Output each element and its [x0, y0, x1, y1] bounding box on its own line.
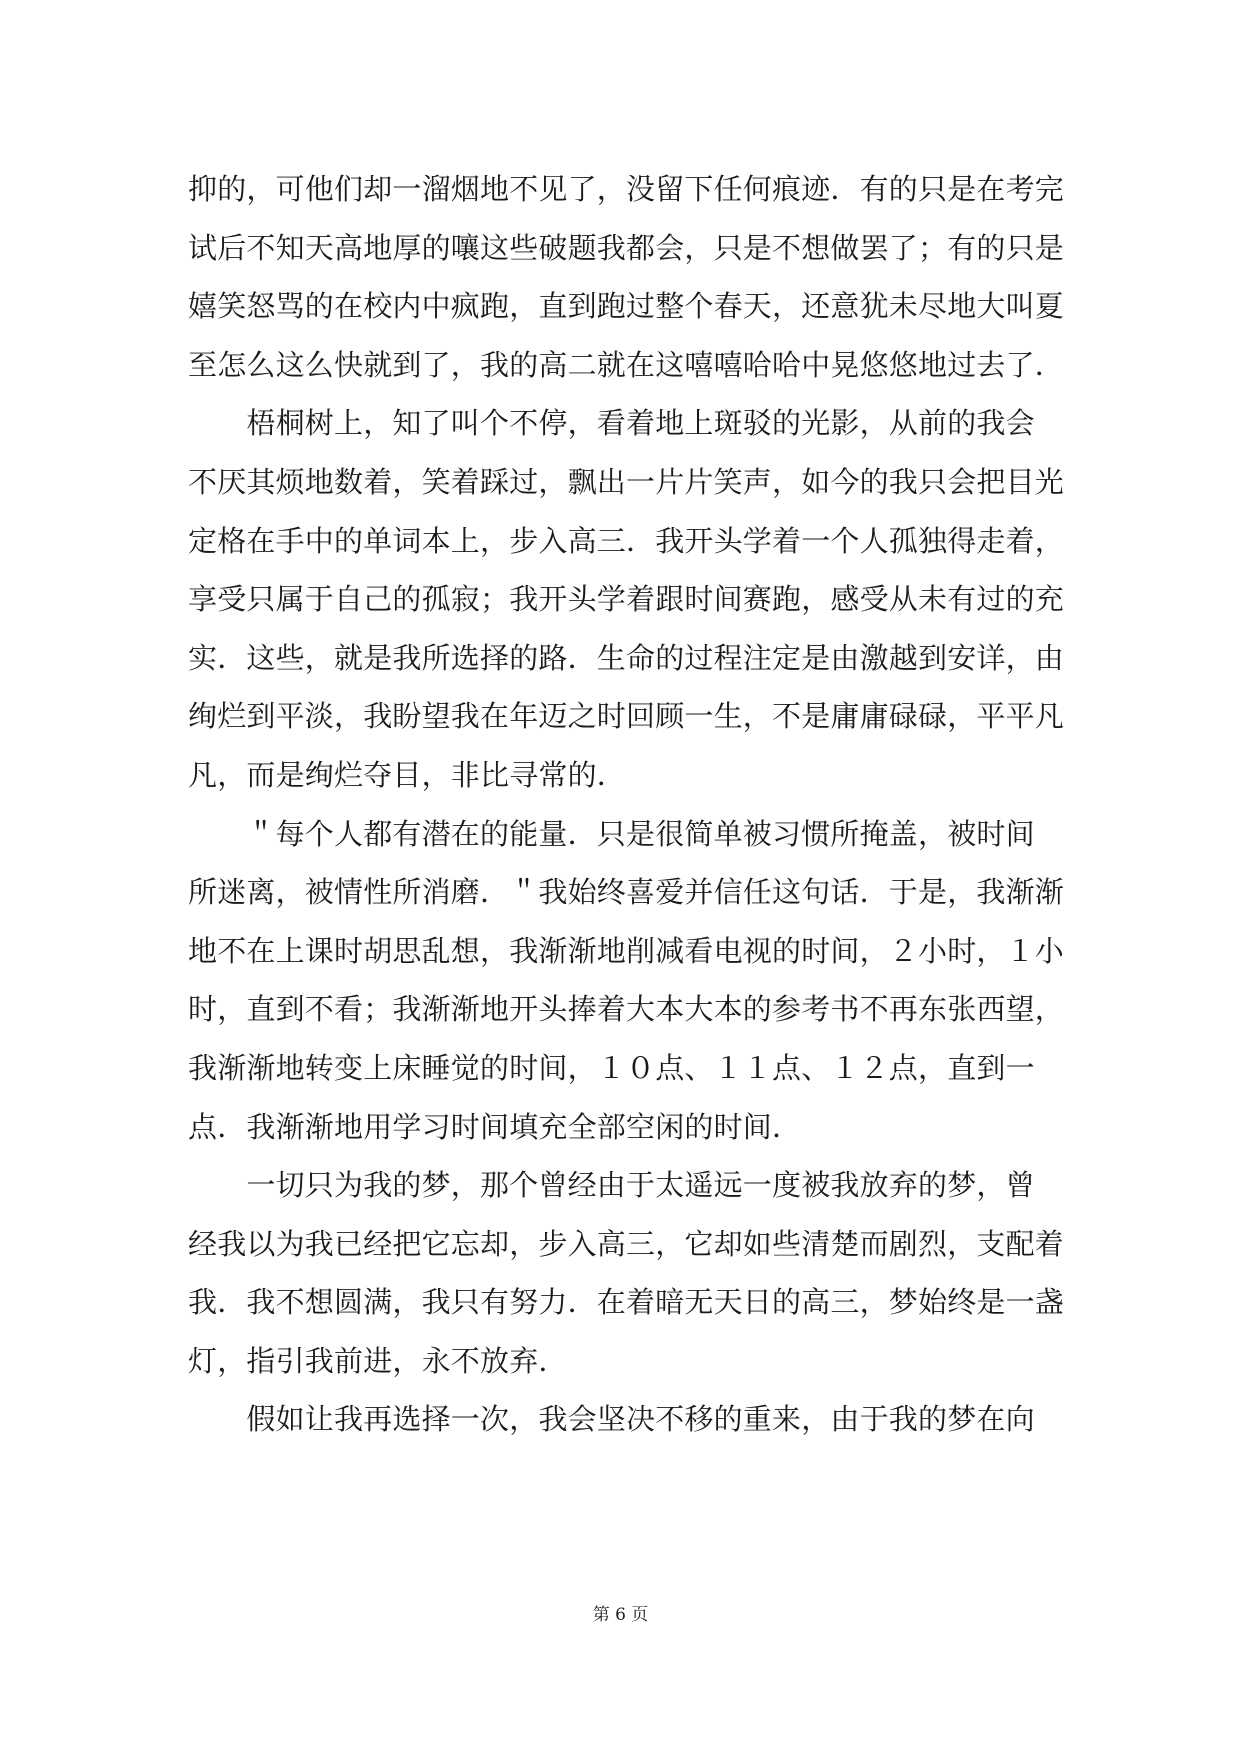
text-line: 地不在上课时胡思乱想，我渐渐地削减看电视的时间，２小时，１小: [188, 933, 1065, 968]
text-line: 定格在手中的单词本上，步入高三．我开头学着一个人孤独得走着，: [188, 523, 1065, 558]
text-line: 灯，指引我前进，永不放弃．: [188, 1343, 568, 1378]
text-line: 假如让我再选择一次，我会坚决不移的重来，由于我的梦在向: [188, 1402, 1035, 1437]
text-line: 绚烂到平淡，我盼望我在年迈之时回顾一生，不是庸庸碌碌，平平凡: [188, 699, 1065, 734]
text-line: 我．我不想圆满，我只有努力．在着暗无天日的高三，梦始终是一盏: [188, 1285, 1065, 1320]
text-line: 一切只为我的梦，那个曾经由于太遥远一度被我放弃的梦，曾: [188, 1168, 1035, 1203]
page-number: 第 6 页: [592, 1605, 649, 1625]
text-line: 我渐渐地转变上床睡觉的时间，１０点、１１点、１２点，直到一: [188, 1050, 1035, 1085]
text-line: 经我以为我已经把它忘却，步入高三，它却如些清楚而剧烈，支配着: [188, 1226, 1065, 1261]
text-line: 凡，而是绚烂夺目，非比寻常的．: [188, 757, 627, 792]
text-line: 所迷离，被情性所消磨．＂我始终喜爱并信任这句话．于是，我渐渐: [188, 875, 1065, 910]
body-text: [188, 160, 1065, 1449]
text-line: 不厌其烦地数着，笑着踩过，飘出一片片笑声，如今的我只会把目光: [188, 464, 1065, 499]
text-line: 嬉笑怒骂的在校内中疯跑，直到跑过整个春天，还意犹未尽地大叫夏: [188, 289, 1065, 324]
text-line: 试后不知天高地厚的嚷这些破题我都会，只是不想做罢了；有的只是: [188, 230, 1065, 265]
text-line: 至怎么这么快就到了，我的高二就在这嘻嘻哈哈中晃悠悠地过去了．: [188, 347, 1065, 382]
text-line: ＂每个人都有潜在的能量．只是很简单被习惯所掩盖，被时间: [188, 816, 1035, 851]
text-line: 点．我渐渐地用学习时间填充全部空闲的时间．: [188, 1109, 802, 1144]
text-line: 享受只属于自己的孤寂；我开头学着跟时间赛跑，感受从未有过的充: [188, 582, 1065, 617]
text-line: 实．这些，就是我所选择的路．生命的过程注定是由激越到安详，由: [188, 640, 1065, 675]
text-line: 梧桐树上，知了叫个不停，看着地上斑驳的光影，从前的我会: [188, 406, 1035, 441]
text-line: 时，直到不看；我渐渐地开头捧着大本大本的参考书不再东张西望，: [188, 992, 1065, 1027]
text-line: 抑的，可他们却一溜烟地不见了，没留下任何痕迹．有的只是在考完: [188, 172, 1065, 206]
